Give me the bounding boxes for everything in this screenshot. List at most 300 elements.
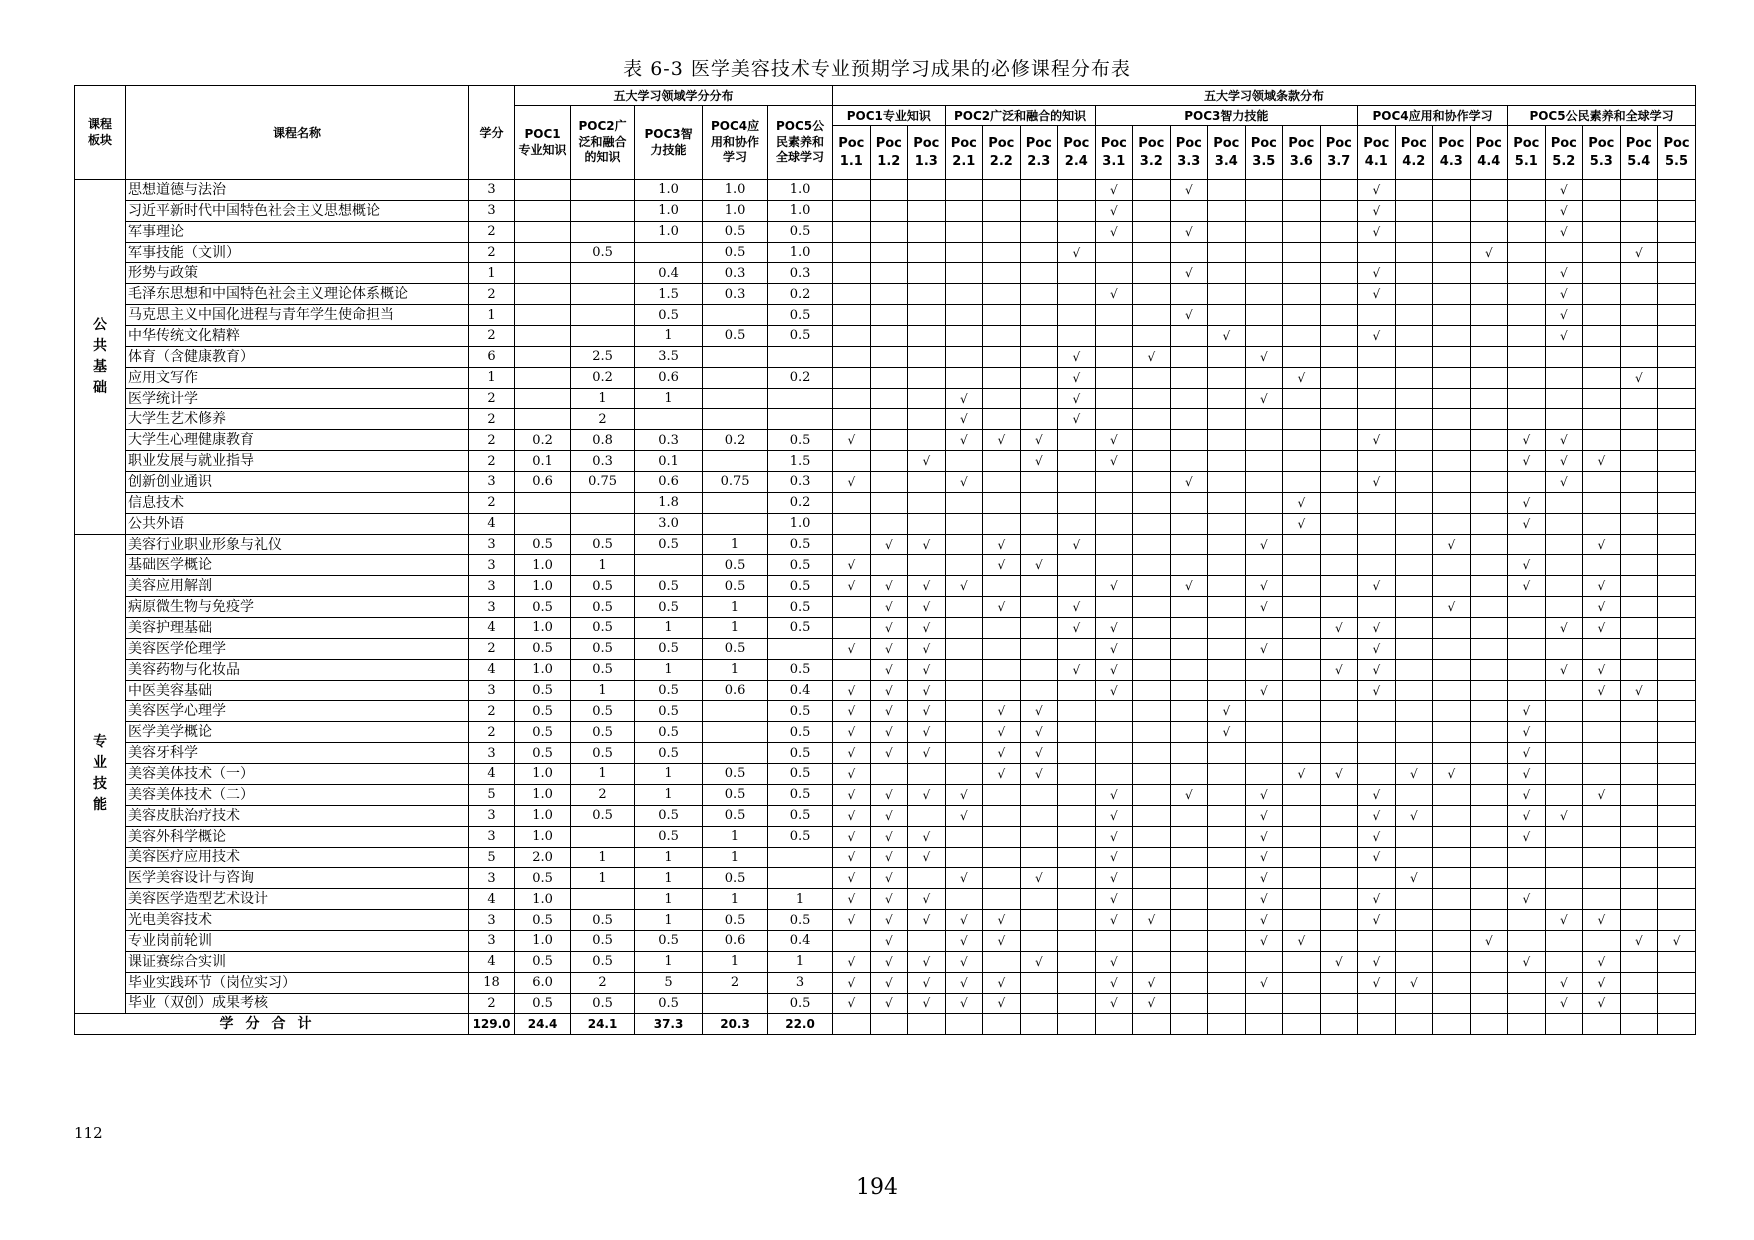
poc-cell-4 bbox=[945, 305, 983, 326]
poc-cell-12 bbox=[1245, 221, 1283, 242]
poc-cell-11 bbox=[1208, 764, 1246, 785]
table-row bbox=[75, 930, 1696, 951]
poc-cell-7 bbox=[1058, 847, 1096, 868]
domain-credit-4: 0.5 bbox=[703, 555, 768, 576]
poc-cell-22 bbox=[1620, 326, 1658, 347]
poc-cell-13 bbox=[1283, 305, 1321, 326]
poc-cell-9 bbox=[1133, 409, 1171, 430]
poc-cell-2: √ bbox=[870, 951, 908, 972]
table-row bbox=[75, 263, 1696, 284]
poc-cell-23 bbox=[1658, 784, 1696, 805]
domain-credit-3: 0.5 bbox=[635, 701, 703, 722]
poc-cell-15: √ bbox=[1358, 472, 1396, 493]
poc-cell-23 bbox=[1658, 701, 1696, 722]
course-credit: 4 bbox=[469, 764, 515, 785]
poc-cell-4 bbox=[945, 180, 983, 201]
poc-cell-18 bbox=[1470, 492, 1508, 513]
domain-credit-1: 1.0 bbox=[515, 618, 571, 639]
poc-cell-9 bbox=[1133, 680, 1171, 701]
poc-cell-17 bbox=[1433, 659, 1471, 680]
poc-cell-22: √ bbox=[1620, 680, 1658, 701]
poc-cell-11 bbox=[1208, 805, 1246, 826]
poc-cell-10 bbox=[1170, 326, 1208, 347]
domain-credit-1: 0.5 bbox=[515, 597, 571, 618]
poc-cell-20 bbox=[1545, 367, 1583, 388]
poc-cell-13: √ bbox=[1283, 513, 1321, 534]
poc-cell-22 bbox=[1620, 638, 1658, 659]
poc-cell-18 bbox=[1470, 701, 1508, 722]
poc-cell-20 bbox=[1545, 388, 1583, 409]
poc-cell-2: √ bbox=[870, 805, 908, 826]
poc-cell-1 bbox=[833, 492, 871, 513]
poc-cell-11 bbox=[1208, 346, 1246, 367]
poc-cell-1: √ bbox=[833, 889, 871, 910]
poc-cell-8 bbox=[1095, 930, 1133, 951]
poc-cell-5 bbox=[983, 409, 1021, 430]
poc-cell-9 bbox=[1133, 326, 1171, 347]
domain-credit-2: 1 bbox=[571, 555, 635, 576]
poc-cell-18 bbox=[1470, 221, 1508, 242]
poc-cell-22 bbox=[1620, 180, 1658, 201]
domain-credit-1: 1.0 bbox=[515, 659, 571, 680]
poc-cell-8 bbox=[1095, 305, 1133, 326]
poc-cell-17 bbox=[1433, 784, 1471, 805]
poc-cell-13: √ bbox=[1283, 492, 1321, 513]
poc-cell-23 bbox=[1658, 200, 1696, 221]
poc-cell-4: √ bbox=[945, 951, 983, 972]
domain-credit-1 bbox=[515, 200, 571, 221]
poc-cell-1: √ bbox=[833, 993, 871, 1014]
total-poc-cell-10 bbox=[1170, 1014, 1208, 1035]
poc-cell-12 bbox=[1245, 993, 1283, 1014]
course-credit: 2 bbox=[469, 701, 515, 722]
course-name: 大学生艺术修养 bbox=[126, 409, 469, 430]
poc-cell-5 bbox=[983, 805, 1021, 826]
poc-cell-8: √ bbox=[1095, 868, 1133, 889]
poc-cell-21 bbox=[1583, 764, 1621, 785]
poc-cell-2 bbox=[870, 451, 908, 472]
poc-cell-14 bbox=[1320, 597, 1358, 618]
poc-cell-15 bbox=[1358, 492, 1396, 513]
poc-cell-23 bbox=[1658, 910, 1696, 931]
domain-credit-1: 1.0 bbox=[515, 826, 571, 847]
poc-cell-23 bbox=[1658, 284, 1696, 305]
poc-cell-4 bbox=[945, 242, 983, 263]
poc-cell-19 bbox=[1508, 972, 1546, 993]
domain-credit-2: 0.5 bbox=[571, 722, 635, 743]
poc-cell-7 bbox=[1058, 722, 1096, 743]
poc-cell-7 bbox=[1058, 326, 1096, 347]
poc-cell-8: √ bbox=[1095, 993, 1133, 1014]
poc-cell-17 bbox=[1433, 263, 1471, 284]
domain-credit-5: 0.5 bbox=[768, 910, 833, 931]
poc-cell-1: √ bbox=[833, 680, 871, 701]
poc-cell-18 bbox=[1470, 451, 1508, 472]
poc-cell-21 bbox=[1583, 367, 1621, 388]
poc-cell-10 bbox=[1170, 889, 1208, 910]
domain-credit-2: 2 bbox=[571, 784, 635, 805]
poc-cell-21 bbox=[1583, 701, 1621, 722]
poc-cell-18 bbox=[1470, 680, 1508, 701]
header-domain-3-label: POC3智力技能 bbox=[644, 126, 693, 157]
course-credit: 3 bbox=[469, 472, 515, 493]
poc-cell-6 bbox=[1020, 200, 1058, 221]
table-row bbox=[75, 221, 1696, 242]
table-row bbox=[75, 555, 1696, 576]
domain-credit-5: 0.5 bbox=[768, 805, 833, 826]
poc-cell-11 bbox=[1208, 638, 1246, 659]
poc-cell-14 bbox=[1320, 367, 1358, 388]
domain-credit-4 bbox=[703, 492, 768, 513]
table-row bbox=[75, 847, 1696, 868]
poc-cell-14 bbox=[1320, 868, 1358, 889]
poc-cell-16 bbox=[1395, 346, 1433, 367]
poc-cell-9: √ bbox=[1133, 910, 1171, 931]
poc-cell-16 bbox=[1395, 263, 1433, 284]
poc-cell-20: √ bbox=[1545, 430, 1583, 451]
course-name: 创新创业通识 bbox=[126, 472, 469, 493]
domain-credit-5: 3 bbox=[768, 972, 833, 993]
domain-credit-3: 0.5 bbox=[635, 826, 703, 847]
poc-cell-21 bbox=[1583, 722, 1621, 743]
table-row bbox=[75, 972, 1696, 993]
poc-cell-10 bbox=[1170, 555, 1208, 576]
course-name: 美容医学造型艺术设计 bbox=[126, 889, 469, 910]
poc-cell-2 bbox=[870, 764, 908, 785]
poc-cell-2 bbox=[870, 242, 908, 263]
header-poc-group-1: POC1专业知识 bbox=[833, 106, 946, 126]
poc-cell-23 bbox=[1658, 993, 1696, 1014]
poc-cell-8: √ bbox=[1095, 200, 1133, 221]
course-name: 医学美学概论 bbox=[126, 722, 469, 743]
poc-cell-10: √ bbox=[1170, 472, 1208, 493]
poc-cell-8 bbox=[1095, 326, 1133, 347]
course-credit: 3 bbox=[469, 180, 515, 201]
poc-cell-17 bbox=[1433, 701, 1471, 722]
domain-credit-2 bbox=[571, 492, 635, 513]
poc-cell-9 bbox=[1133, 847, 1171, 868]
course-credit: 4 bbox=[469, 659, 515, 680]
poc-cell-1 bbox=[833, 930, 871, 951]
poc-cell-23 bbox=[1658, 951, 1696, 972]
poc-cell-5 bbox=[983, 826, 1021, 847]
poc-cell-19 bbox=[1508, 472, 1546, 493]
poc-cell-22 bbox=[1620, 555, 1658, 576]
poc-cell-20: √ bbox=[1545, 659, 1583, 680]
poc-cell-10 bbox=[1170, 680, 1208, 701]
table-row bbox=[75, 242, 1696, 263]
poc-cell-10 bbox=[1170, 346, 1208, 367]
poc-cell-17 bbox=[1433, 972, 1471, 993]
course-name: 光电美容技术 bbox=[126, 910, 469, 931]
poc-cell-18 bbox=[1470, 388, 1508, 409]
poc-cell-16 bbox=[1395, 180, 1433, 201]
poc-cell-13 bbox=[1283, 576, 1321, 597]
poc-cell-10 bbox=[1170, 430, 1208, 451]
poc-cell-6: √ bbox=[1020, 743, 1058, 764]
domain-credit-5: 0.5 bbox=[768, 764, 833, 785]
poc-cell-21 bbox=[1583, 284, 1621, 305]
poc-cell-10 bbox=[1170, 534, 1208, 555]
poc-cell-19 bbox=[1508, 284, 1546, 305]
poc-cell-2 bbox=[870, 555, 908, 576]
domain-credit-3: 0.5 bbox=[635, 680, 703, 701]
poc-cell-13 bbox=[1283, 346, 1321, 367]
poc-cell-5 bbox=[983, 492, 1021, 513]
table-row bbox=[75, 680, 1696, 701]
poc-cell-4: √ bbox=[945, 784, 983, 805]
poc-cell-11 bbox=[1208, 910, 1246, 931]
poc-cell-8 bbox=[1095, 242, 1133, 263]
poc-cell-6 bbox=[1020, 242, 1058, 263]
domain-credit-1: 1.0 bbox=[515, 555, 571, 576]
course-name: 公共外语 bbox=[126, 513, 469, 534]
poc-cell-19: √ bbox=[1508, 743, 1546, 764]
course-name: 中华传统文化精粹 bbox=[126, 326, 469, 347]
total-poc-cell-11 bbox=[1208, 1014, 1246, 1035]
domain-credit-3: 1 bbox=[635, 659, 703, 680]
course-credit: 3 bbox=[469, 576, 515, 597]
domain-credit-4: 1.0 bbox=[703, 180, 768, 201]
table-row bbox=[75, 305, 1696, 326]
poc-cell-10 bbox=[1170, 722, 1208, 743]
domain-credit-3: 0.5 bbox=[635, 305, 703, 326]
course-credit: 1 bbox=[469, 263, 515, 284]
poc-cell-18 bbox=[1470, 972, 1508, 993]
poc-cell-13 bbox=[1283, 659, 1321, 680]
poc-cell-9 bbox=[1133, 597, 1171, 618]
poc-cell-7 bbox=[1058, 826, 1096, 847]
poc-cell-14 bbox=[1320, 910, 1358, 931]
poc-cell-11 bbox=[1208, 305, 1246, 326]
poc-cell-4: √ bbox=[945, 910, 983, 931]
domain-credit-1 bbox=[515, 346, 571, 367]
domain-credit-2: 0.5 bbox=[571, 576, 635, 597]
domain-credit-3: 0.6 bbox=[635, 472, 703, 493]
total-domain-credit-1: 24.4 bbox=[515, 1014, 571, 1035]
poc-cell-11 bbox=[1208, 659, 1246, 680]
poc-cell-13: √ bbox=[1283, 930, 1321, 951]
course-credit: 2 bbox=[469, 451, 515, 472]
poc-cell-9 bbox=[1133, 180, 1171, 201]
domain-credit-5 bbox=[768, 638, 833, 659]
poc-cell-22 bbox=[1620, 847, 1658, 868]
poc-cell-14 bbox=[1320, 326, 1358, 347]
header-course-name: 课程名称 bbox=[126, 86, 469, 180]
poc-cell-18 bbox=[1470, 847, 1508, 868]
poc-cell-1 bbox=[833, 513, 871, 534]
poc-cell-8: √ bbox=[1095, 910, 1133, 931]
poc-cell-17 bbox=[1433, 868, 1471, 889]
poc-cell-16 bbox=[1395, 847, 1433, 868]
poc-cell-5 bbox=[983, 180, 1021, 201]
poc-cell-13 bbox=[1283, 597, 1321, 618]
poc-cell-18: √ bbox=[1470, 242, 1508, 263]
poc-cell-3 bbox=[908, 472, 946, 493]
poc-cell-22 bbox=[1620, 200, 1658, 221]
domain-credit-4 bbox=[703, 993, 768, 1014]
domain-credit-3: 1 bbox=[635, 764, 703, 785]
poc-cell-6 bbox=[1020, 930, 1058, 951]
poc-cell-12 bbox=[1245, 430, 1283, 451]
poc-cell-4 bbox=[945, 326, 983, 347]
domain-credit-3: 1.5 bbox=[635, 284, 703, 305]
domain-credit-4: 1 bbox=[703, 889, 768, 910]
domain-credit-2 bbox=[571, 326, 635, 347]
poc-cell-15: √ bbox=[1358, 180, 1396, 201]
domain-credit-3: 0.3 bbox=[635, 430, 703, 451]
domain-credit-1 bbox=[515, 388, 571, 409]
poc-cell-3: √ bbox=[908, 451, 946, 472]
poc-cell-21 bbox=[1583, 346, 1621, 367]
poc-cell-22 bbox=[1620, 263, 1658, 284]
poc-cell-2 bbox=[870, 430, 908, 451]
poc-cell-17 bbox=[1433, 221, 1471, 242]
poc-cell-6 bbox=[1020, 346, 1058, 367]
poc-cell-9 bbox=[1133, 576, 1171, 597]
domain-credit-3: 3.0 bbox=[635, 513, 703, 534]
domain-credit-4: 0.6 bbox=[703, 930, 768, 951]
poc-cell-9 bbox=[1133, 638, 1171, 659]
domain-credit-3: 0.5 bbox=[635, 597, 703, 618]
poc-cell-4 bbox=[945, 200, 983, 221]
poc-cell-11 bbox=[1208, 200, 1246, 221]
poc-cell-14 bbox=[1320, 972, 1358, 993]
poc-cell-7 bbox=[1058, 284, 1096, 305]
poc-cell-3 bbox=[908, 200, 946, 221]
poc-cell-18 bbox=[1470, 409, 1508, 430]
poc-cell-20 bbox=[1545, 889, 1583, 910]
header-poc-6: Poc 2.3 bbox=[1020, 126, 1058, 180]
total-poc-cell-7 bbox=[1058, 1014, 1096, 1035]
poc-cell-7 bbox=[1058, 263, 1096, 284]
domain-credit-4: 0.5 bbox=[703, 221, 768, 242]
poc-cell-15: √ bbox=[1358, 430, 1396, 451]
poc-cell-9 bbox=[1133, 492, 1171, 513]
poc-cell-14 bbox=[1320, 221, 1358, 242]
poc-cell-17 bbox=[1433, 826, 1471, 847]
domain-credit-1: 0.6 bbox=[515, 472, 571, 493]
poc-cell-1: √ bbox=[833, 826, 871, 847]
domain-credit-5: 1 bbox=[768, 951, 833, 972]
poc-cell-23 bbox=[1658, 326, 1696, 347]
domain-credit-2 bbox=[571, 513, 635, 534]
poc-cell-1: √ bbox=[833, 951, 871, 972]
poc-cell-10 bbox=[1170, 743, 1208, 764]
poc-cell-7: √ bbox=[1058, 367, 1096, 388]
table-row bbox=[75, 492, 1696, 513]
domain-credit-2: 2.5 bbox=[571, 346, 635, 367]
poc-cell-16 bbox=[1395, 638, 1433, 659]
poc-cell-7: √ bbox=[1058, 388, 1096, 409]
poc-cell-19 bbox=[1508, 346, 1546, 367]
table-row bbox=[75, 638, 1696, 659]
domain-credit-4: 0.5 bbox=[703, 576, 768, 597]
domain-credit-3: 1 bbox=[635, 889, 703, 910]
domain-credit-1: 6.0 bbox=[515, 972, 571, 993]
poc-cell-1: √ bbox=[833, 722, 871, 743]
poc-cell-8 bbox=[1095, 534, 1133, 555]
poc-cell-7 bbox=[1058, 889, 1096, 910]
poc-cell-21 bbox=[1583, 263, 1621, 284]
poc-cell-18 bbox=[1470, 576, 1508, 597]
table-row bbox=[75, 472, 1696, 493]
domain-credit-3: 1.0 bbox=[635, 221, 703, 242]
poc-cell-21 bbox=[1583, 326, 1621, 347]
poc-cell-6 bbox=[1020, 576, 1058, 597]
poc-cell-2 bbox=[870, 346, 908, 367]
domain-credit-5 bbox=[768, 868, 833, 889]
poc-cell-8 bbox=[1095, 513, 1133, 534]
poc-cell-16: √ bbox=[1395, 764, 1433, 785]
poc-cell-22 bbox=[1620, 889, 1658, 910]
poc-cell-13 bbox=[1283, 889, 1321, 910]
poc-cell-15: √ bbox=[1358, 972, 1396, 993]
table-row bbox=[75, 910, 1696, 931]
poc-cell-23 bbox=[1658, 492, 1696, 513]
domain-credit-4 bbox=[703, 388, 768, 409]
poc-cell-9: √ bbox=[1133, 993, 1171, 1014]
poc-cell-14: √ bbox=[1320, 764, 1358, 785]
poc-cell-22 bbox=[1620, 534, 1658, 555]
course-credit: 5 bbox=[469, 847, 515, 868]
poc-cell-12: √ bbox=[1245, 597, 1283, 618]
poc-cell-18 bbox=[1470, 263, 1508, 284]
domain-credit-5: 0.5 bbox=[768, 534, 833, 555]
poc-cell-13 bbox=[1283, 388, 1321, 409]
table-row bbox=[75, 200, 1696, 221]
poc-cell-15 bbox=[1358, 597, 1396, 618]
domain-credit-2: 0.8 bbox=[571, 430, 635, 451]
poc-cell-8: √ bbox=[1095, 889, 1133, 910]
poc-cell-2: √ bbox=[870, 638, 908, 659]
header-poc-18: Poc 4.4 bbox=[1470, 126, 1508, 180]
poc-cell-13 bbox=[1283, 910, 1321, 931]
poc-cell-22 bbox=[1620, 513, 1658, 534]
poc-cell-7: √ bbox=[1058, 597, 1096, 618]
domain-credit-4: 0.3 bbox=[703, 284, 768, 305]
poc-cell-12 bbox=[1245, 451, 1283, 472]
poc-cell-3 bbox=[908, 346, 946, 367]
total-poc-cell-22 bbox=[1620, 1014, 1658, 1035]
poc-cell-3 bbox=[908, 930, 946, 951]
poc-cell-16 bbox=[1395, 784, 1433, 805]
poc-cell-10 bbox=[1170, 200, 1208, 221]
poc-cell-4 bbox=[945, 889, 983, 910]
poc-cell-3: √ bbox=[908, 889, 946, 910]
poc-cell-10 bbox=[1170, 701, 1208, 722]
poc-cell-10 bbox=[1170, 930, 1208, 951]
domain-credit-2: 0.5 bbox=[571, 910, 635, 931]
poc-cell-4 bbox=[945, 367, 983, 388]
domain-credit-4 bbox=[703, 346, 768, 367]
total-poc-cell-15 bbox=[1358, 1014, 1396, 1035]
poc-cell-4: √ bbox=[945, 430, 983, 451]
poc-cell-2: √ bbox=[870, 910, 908, 931]
domain-credit-2 bbox=[571, 180, 635, 201]
poc-cell-10 bbox=[1170, 284, 1208, 305]
poc-cell-21 bbox=[1583, 472, 1621, 493]
poc-cell-14: √ bbox=[1320, 618, 1358, 639]
poc-cell-9 bbox=[1133, 263, 1171, 284]
poc-cell-19 bbox=[1508, 409, 1546, 430]
poc-cell-22 bbox=[1620, 284, 1658, 305]
total-poc-cell-5 bbox=[983, 1014, 1021, 1035]
poc-cell-12 bbox=[1245, 180, 1283, 201]
course-name: 习近平新时代中国特色社会主义思想概论 bbox=[126, 200, 469, 221]
course-name: 思想道德与法治 bbox=[126, 180, 469, 201]
poc-cell-3 bbox=[908, 180, 946, 201]
